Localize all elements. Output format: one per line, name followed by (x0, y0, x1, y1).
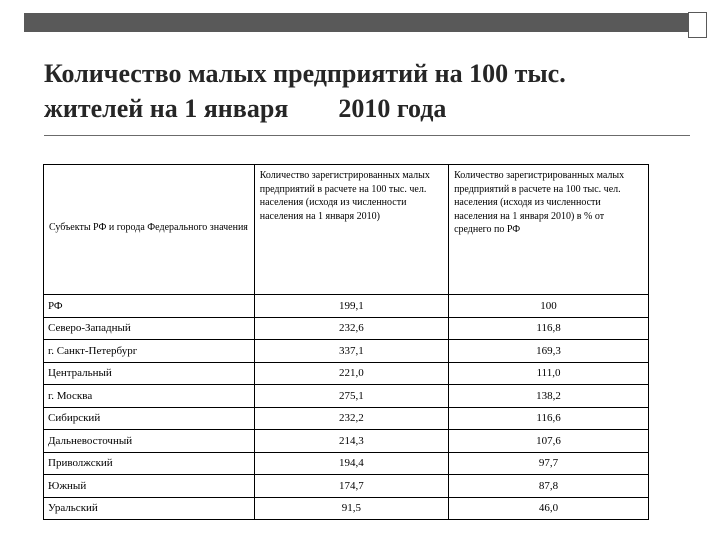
cell-percent: 46,0 (449, 497, 649, 520)
table-row (44, 452, 649, 475)
cell-region: Северо-Западный (44, 317, 255, 340)
table-row (44, 407, 649, 430)
cell-region: Сибирский (44, 407, 255, 430)
cell-region: г. Москва (44, 385, 255, 408)
title-divider (44, 135, 690, 136)
slide-title (44, 56, 684, 126)
header-percent: Количество зарегистрированных малых предприятий в расчете на 100 тыс. чел. населения (исходя из численности населения на 1 января 2010) в % от среднего по РФ (449, 165, 649, 295)
cell-count: 214,3 (254, 430, 448, 453)
cell-region: РФ (44, 295, 255, 318)
cell-count: 337,1 (254, 340, 448, 363)
cell-region: Южный (44, 475, 255, 498)
title-line-1: Количество малых предприятий на 100 тыс. (44, 59, 566, 88)
cell-percent: 107,6 (449, 430, 649, 453)
cell-percent: 97,7 (449, 452, 649, 475)
table-row (44, 340, 649, 363)
cell-count: 221,0 (254, 362, 448, 385)
corner-decoration (688, 12, 707, 39)
data-table (43, 164, 649, 520)
cell-percent: 138,2 (449, 385, 649, 408)
table-header-row (44, 165, 649, 295)
cell-count: 91,5 (254, 497, 448, 520)
cell-region: Уральский (44, 497, 255, 520)
table-row (44, 385, 649, 408)
title-line-2: жителей на 1 января 2010 года (44, 94, 447, 123)
cell-percent: 169,3 (449, 340, 649, 363)
table-row (44, 475, 649, 498)
cell-percent: 116,6 (449, 407, 649, 430)
cell-percent: 116,8 (449, 317, 649, 340)
cell-region: Дальневосточный (44, 430, 255, 453)
header-count: Количество зарегистрированных малых предприятий в расчете на 100 тыс. чел. населения (исходя из численности населения на 1 января 2010) (254, 165, 448, 295)
cell-count: 174,7 (254, 475, 448, 498)
cell-count: 275,1 (254, 385, 448, 408)
cell-count: 232,2 (254, 407, 448, 430)
cell-percent: 87,8 (449, 475, 649, 498)
cell-count: 199,1 (254, 295, 448, 318)
table-row (44, 362, 649, 385)
cell-region: г. Санкт-Петербург (44, 340, 255, 363)
cell-percent: 111,0 (449, 362, 649, 385)
table-row (44, 430, 649, 453)
cell-count: 232,6 (254, 317, 448, 340)
cell-count: 194,4 (254, 452, 448, 475)
cell-region: Приволжский (44, 452, 255, 475)
cell-region: Центральный (44, 362, 255, 385)
table-row (44, 317, 649, 340)
table-row (44, 497, 649, 520)
top-decorative-bar (24, 13, 688, 32)
header-subjects: Субъекты РФ и города Федерального значения (44, 165, 255, 295)
cell-percent: 100 (449, 295, 649, 318)
table-row (44, 295, 649, 318)
